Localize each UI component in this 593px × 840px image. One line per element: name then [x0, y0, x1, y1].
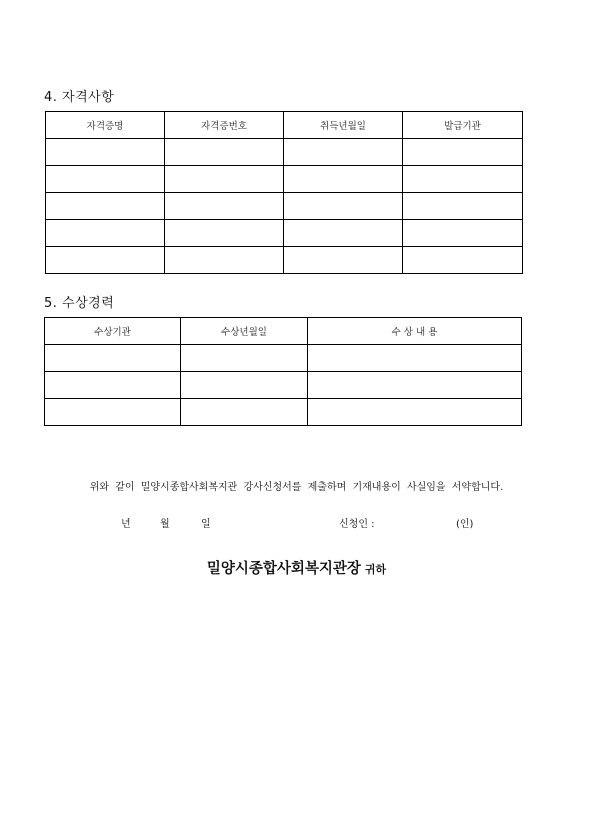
table-row — [45, 345, 522, 372]
awards-table-body — [45, 345, 522, 426]
applicant-label: 신청인 : — [339, 519, 375, 530]
table-cell-input[interactable] — [284, 247, 403, 274]
recipient-name: 밀양시종합사회복지관장 — [206, 561, 361, 577]
table-row — [45, 372, 522, 399]
column-header-award-content: 수 상 내 용 — [308, 318, 522, 345]
table-cell-input[interactable] — [46, 247, 165, 274]
table-cell-input[interactable] — [284, 166, 403, 193]
table-cell-input[interactable] — [46, 139, 165, 166]
column-header-issuer: 발급기관 — [403, 112, 523, 139]
column-header-cert-number: 자격증번호 — [165, 112, 284, 139]
recipient-line — [0, 557, 593, 578]
section-5-title: 5. 수상경력 — [44, 296, 115, 311]
table-cell-input[interactable] — [165, 220, 284, 247]
table-cell-input[interactable] — [403, 193, 523, 220]
section-4-title: 4. 자격사항 — [44, 90, 115, 105]
table-row — [46, 166, 523, 193]
seal-mark: (인) — [456, 519, 474, 530]
table-cell-input[interactable] — [46, 193, 165, 220]
date-month-label: 월 — [160, 519, 170, 530]
table-cell-input[interactable] — [45, 372, 181, 399]
table-cell-input[interactable] — [284, 193, 403, 220]
certification-table — [45, 111, 523, 274]
table-cell-input[interactable] — [308, 372, 522, 399]
table-cell-input[interactable] — [165, 166, 284, 193]
declaration-text: 위와 같이 밀양시종합사회복지관 강사신청서를 제출하며 기재내용이 사실임을 서약합니다. — [89, 482, 504, 493]
table-cell-input[interactable] — [165, 139, 284, 166]
table-row — [45, 399, 522, 426]
table-cell-input[interactable] — [45, 345, 181, 372]
column-header-award-org: 수상기관 — [45, 318, 181, 345]
certification-table-body — [46, 139, 523, 274]
table-cell-input[interactable] — [181, 372, 308, 399]
table-header-row — [46, 112, 523, 139]
table-cell-input[interactable] — [403, 139, 523, 166]
table-header-row — [45, 318, 522, 345]
table-cell-input[interactable] — [181, 345, 308, 372]
table-cell-input[interactable] — [46, 220, 165, 247]
recipient-suffix: 귀하 — [364, 563, 387, 576]
table-cell-input[interactable] — [308, 399, 522, 426]
table-cell-input[interactable] — [403, 166, 523, 193]
table-cell-input[interactable] — [165, 193, 284, 220]
table-cell-input[interactable] — [181, 399, 308, 426]
table-row — [46, 247, 523, 274]
date-day-label: 일 — [201, 519, 211, 530]
table-cell-input[interactable] — [284, 139, 403, 166]
table-cell-input[interactable] — [403, 247, 523, 274]
table-cell-input[interactable] — [165, 247, 284, 274]
table-row — [46, 139, 523, 166]
table-cell-input[interactable] — [45, 399, 181, 426]
awards-table — [44, 317, 522, 426]
column-header-cert-name: 자격증명 — [46, 112, 165, 139]
column-header-award-date: 수상년월일 — [181, 318, 308, 345]
date-year-label: 년 — [121, 519, 131, 530]
table-cell-input[interactable] — [403, 220, 523, 247]
column-header-acquired-date: 취득년월일 — [284, 112, 403, 139]
table-cell-input[interactable] — [284, 220, 403, 247]
table-row — [46, 220, 523, 247]
table-row — [46, 193, 523, 220]
table-cell-input[interactable] — [46, 166, 165, 193]
table-cell-input[interactable] — [308, 345, 522, 372]
